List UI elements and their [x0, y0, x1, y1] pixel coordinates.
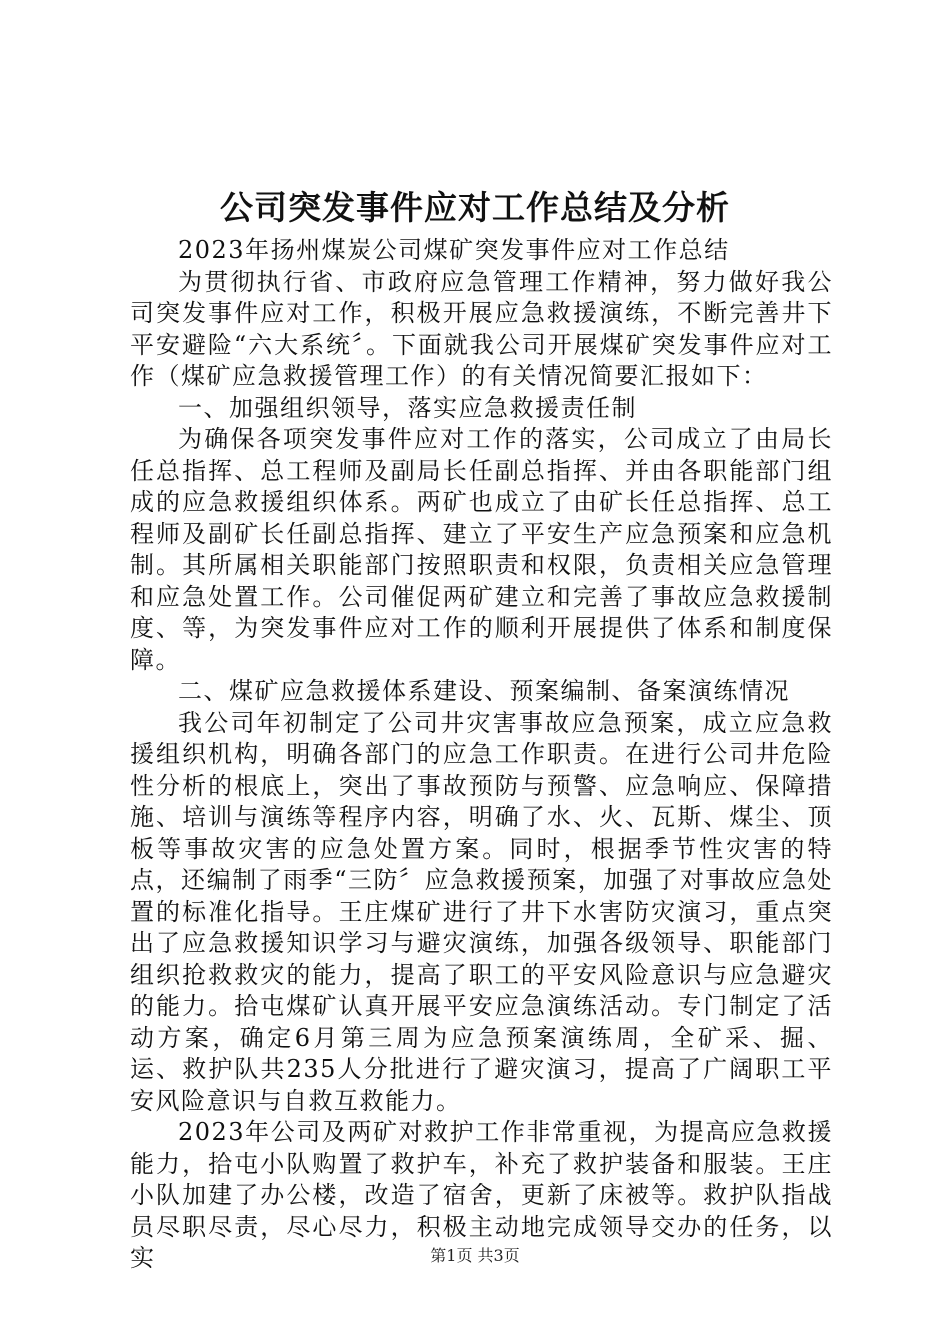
document-title: 公司突发事件应对工作总结及分析	[220, 188, 730, 227]
page-footer: 第1页 共3页	[430, 1246, 520, 1265]
section-heading-2: 二、煤矿应急救援体系建设、预案编制、备案演练情况	[178, 677, 790, 705]
rescue-work-paragraph: 2023年公司及两矿对救护工作非常重视，为提高应急救援能力，拾屯小队购置了救护车，补充了救护装备和服装。王庄小队加建了办公楼，改造了宿舍，更新了床被等。救护队指战员尽职尽责，尽心尽力，积极主动地完成领导交办的任务，以实	[130, 1118, 833, 1272]
intro-paragraph: 为贯彻执行省、市政府应急管理工作精神，努力做好我公司突发事件应对工作，积极开展应急救援演练，不断完善井下平安避险“六大系统〞。下面就我公司开展煤矿突发事件应对工作（煤矿应急救援管理工作）的有关情况简要汇报如下：	[130, 267, 833, 390]
subtitle-paragraph: 2023年扬州煤炭公司煤矿突发事件应对工作总结	[178, 236, 730, 264]
section-1-paragraph: 为确保各项突发事件应对工作的落实，公司成立了由局长任总指挥、总工程师及副局长任副总指挥、并由各职能部门组成的应急救援组织体系。两矿也成立了由矿长任总指挥、总工程师及副矿长任副总指挥、建立了平安生产应急预案和应急机制。其所属相关职能部门按照职责和权限，负责相关应急管理和应急处置工作。公司催促两矿建立和完善了事故应急救援制度、等，为突发事件应对工作的顺利开展提供了体系和制度保障。	[130, 425, 833, 674]
document-body	[130, 235, 833, 1275]
section-2-paragraph: 我公司年初制定了公司井灾害事故应急预案，成立应急救援组织机构，明确各部门的应急工作职责。在进行公司井危险性分析的根底上，突出了事故预防与预警、应急响应、保障措施、培训与演练等程序内容，明确了水、火、瓦斯、煤尘、顶板等事故灾害的应急处置方案。同时，根据季节性灾害的特点，还编制了雨季“三防〞应急救援预案，加强了对事故应急处置的标准化指导。王庄煤矿进行了井下水害防灾演习，重点突出了应急救援知识学习与避灾演练，加强各级领导、职能部门组织抢救救灾的能力，提高了职工的平安风险意识与应急避灾的能力。拾屯煤矿认真开展平安应急演练活动。专门制定了活动方案，确定6月第三周为应急预案演练周，全矿采、掘、运、救护队共235人分批进行了避灾演习，提高了广阔职工平安风险意识与自救互救能力。	[130, 708, 833, 1115]
section-heading-1: 一、加强组织领导，落实应急救援责任制	[178, 393, 637, 422]
